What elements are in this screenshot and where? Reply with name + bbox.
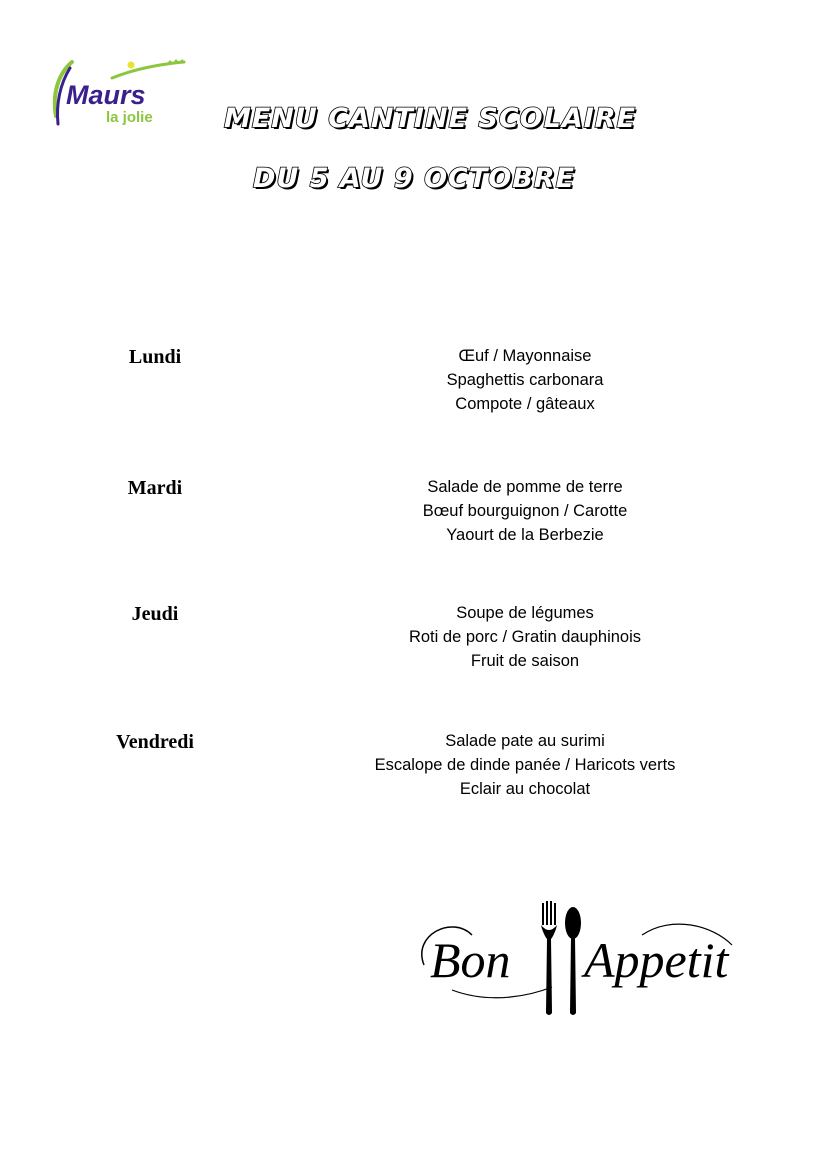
bon-text: Bon xyxy=(430,932,511,988)
spoon-icon xyxy=(565,907,581,1015)
dishes-jeudi xyxy=(325,601,725,673)
logo-name: Maurs xyxy=(66,80,146,110)
dishes-lundi xyxy=(325,344,725,416)
dish-dessert: Eclair au chocolat xyxy=(459,780,591,798)
day-label-mardi: Mardi xyxy=(127,477,183,499)
fork-icon xyxy=(541,901,557,1015)
appetit-text: Appetit xyxy=(584,932,729,988)
dish-starter: Soupe de légumes xyxy=(456,604,594,622)
dish-main: Escalope de dinde panée / Haricots verts xyxy=(374,756,676,774)
day-label-jeudi: Jeudi xyxy=(131,603,179,625)
dish-dessert: Yaourt de la Berbezie xyxy=(446,526,604,544)
dish-main: Spaghettis carbonara xyxy=(446,371,604,389)
day-label-lundi: Lundi xyxy=(128,346,182,368)
bon-appetit-graphic xyxy=(412,895,782,1020)
day-label-vendredi: Vendredi xyxy=(116,731,194,753)
dish-main: Roti de porc / Gratin dauphinois xyxy=(408,628,642,646)
dish-main: Bœuf bourguignon / Carotte xyxy=(422,502,628,520)
sun-dot-icon xyxy=(128,62,135,69)
logo-tagline: la jolie xyxy=(106,109,153,126)
menu-dates: DU 5 AU 9 OCTOBRE xyxy=(252,163,576,194)
dish-dessert: Compote / gâteaux xyxy=(455,395,595,413)
bon-appetit-svg xyxy=(412,895,782,1020)
dish-starter: Salade pate au surimi xyxy=(445,732,605,750)
dish-dessert: Fruit de saison xyxy=(470,652,580,670)
dish-starter: Salade de pomme de terre xyxy=(427,478,623,496)
dish-starter: Œuf / Mayonnaise xyxy=(458,347,592,365)
menu-title: MENU CANTINE SCOLAIRE xyxy=(223,103,637,134)
dishes-mardi xyxy=(325,475,725,547)
dishes-vendredi xyxy=(325,729,725,801)
